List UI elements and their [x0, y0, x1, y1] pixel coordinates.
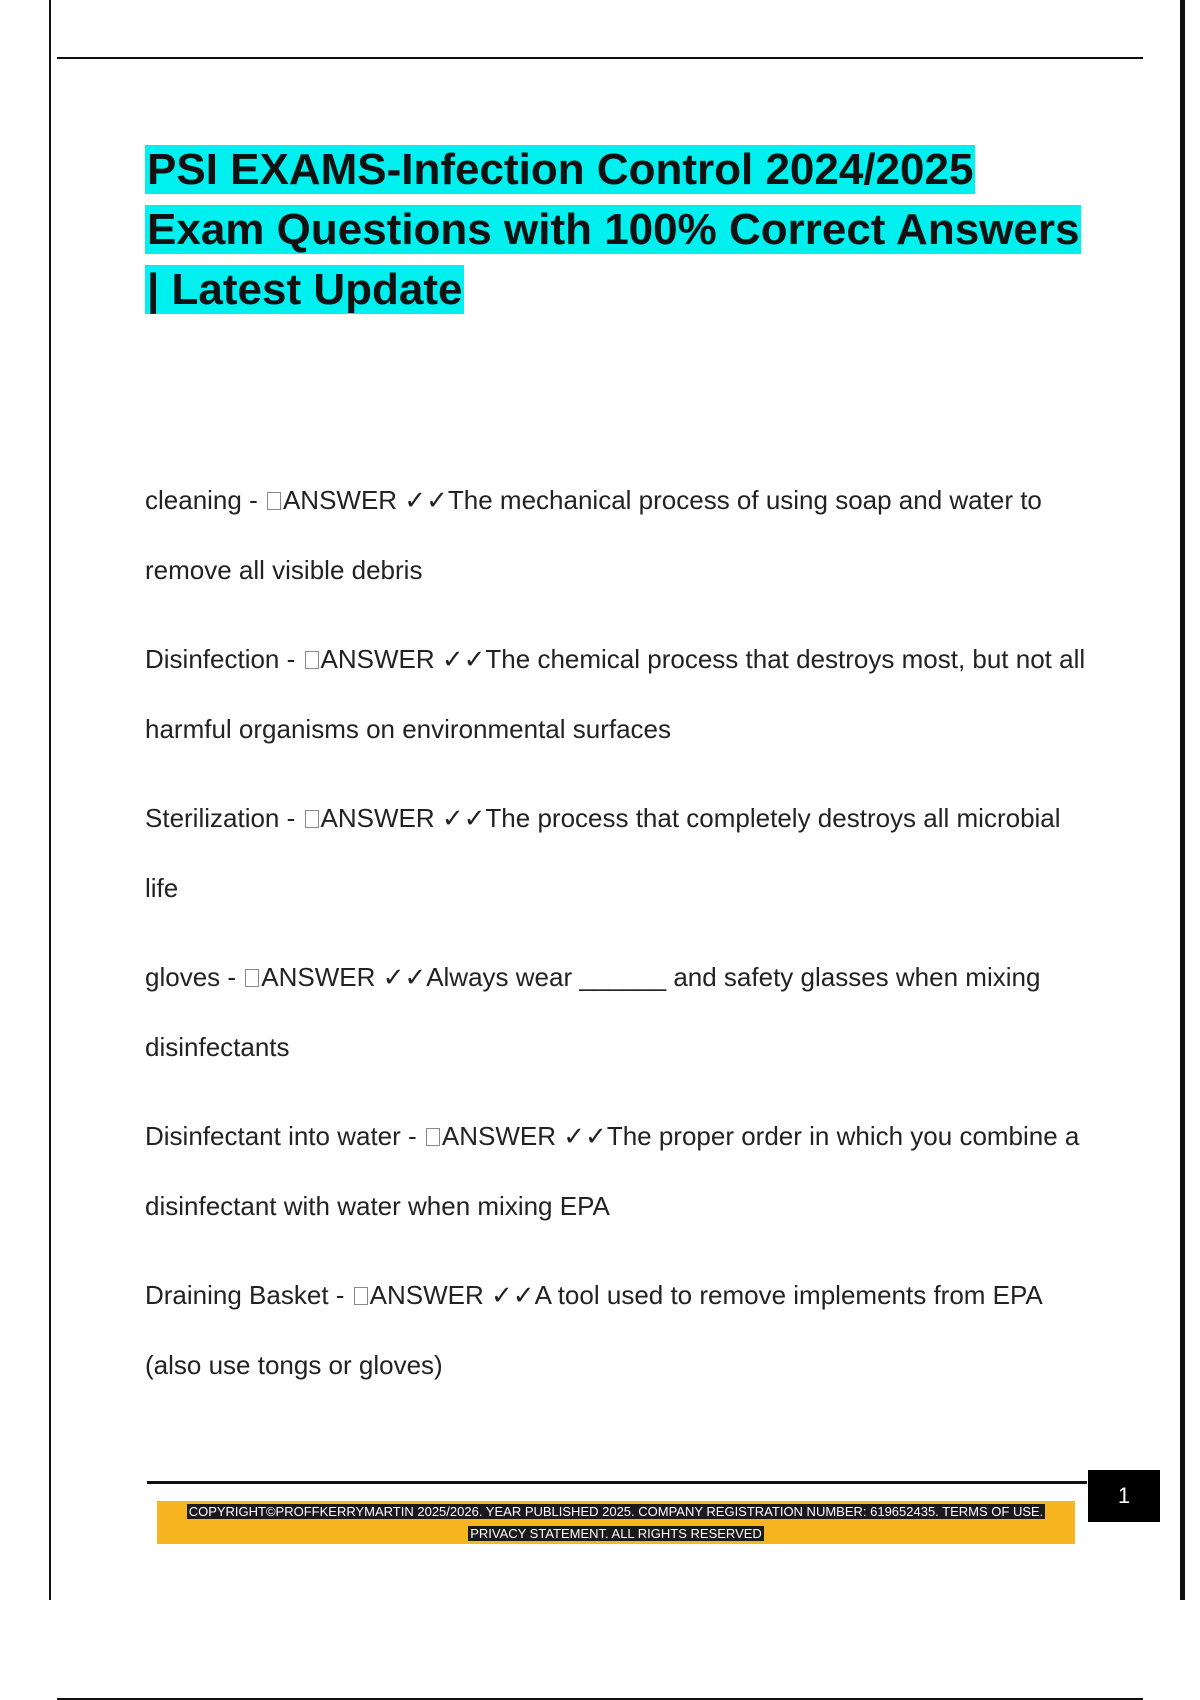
page-number: 1: [1088, 1470, 1160, 1522]
qa-item: [145, 1260, 1095, 1400]
page-border-left: [49, 0, 51, 1600]
qa-term: Sterilization -: [145, 803, 303, 833]
document-title: [145, 140, 1085, 320]
footer-copyright-text: COPYRIGHT©PROFFKERRYMARTIN 2025/2026. YEAR PUBLISHED 2025. COMPANY REGISTRATION NUMBER: 619652435. TERMS OF USE. PRIVACY STATEMENT. ALL RIGHTS RESERVED: [188, 1504, 1044, 1541]
footer-rule: [147, 1481, 1087, 1484]
qa-answer-label: ANSWER ✓✓: [282, 485, 448, 515]
qa-answer-label: ANSWER ✓✓: [441, 1121, 607, 1151]
qa-answer-label: ANSWER ✓✓: [320, 644, 486, 674]
qa-list: [145, 465, 1095, 1419]
footer-copyright: [165, 1501, 1067, 1545]
qa-item: [145, 624, 1095, 764]
qa-answer-label: ANSWER ✓✓: [261, 962, 427, 992]
qa-definition: The process that completely destroys all microbial life: [145, 803, 1061, 903]
qa-definition: Always wear ______ and safety glasses when mixing disinfectants: [145, 962, 1041, 1062]
checkbox-icon: [426, 1128, 440, 1146]
header-rule: [57, 57, 1143, 59]
qa-term: gloves -: [145, 962, 244, 992]
qa-term: Draining Basket -: [145, 1280, 352, 1310]
qa-answer-label: ANSWER ✓✓: [320, 803, 486, 833]
page-border-right: [1180, 0, 1185, 1600]
checkbox-icon: [354, 1287, 368, 1305]
qa-definition: A tool used to remove implements from EPA (also use tongs or gloves): [145, 1280, 1042, 1380]
qa-item: [145, 783, 1095, 923]
qa-item: [145, 1101, 1095, 1241]
qa-item: [145, 465, 1095, 605]
qa-definition: The chemical process that destroys most, but not all harmful organisms on environmental surfaces: [145, 644, 1086, 744]
qa-term: cleaning -: [145, 485, 265, 515]
document-title-text: PSI EXAMS-Infection Control 2024/2025 Exam Questions with 100% Correct Answers | Latest Update: [147, 145, 1080, 314]
qa-term: Disinfection -: [145, 644, 303, 674]
checkbox-icon: [267, 492, 281, 510]
qa-item: [145, 942, 1095, 1082]
checkbox-icon: [305, 810, 319, 828]
qa-answer-label: ANSWER ✓✓: [369, 1280, 535, 1310]
checkbox-icon: [245, 969, 259, 987]
qa-term: Disinfectant into water -: [145, 1121, 424, 1151]
qa-definition: The mechanical process of using soap and water to remove all visible debris: [145, 485, 1042, 585]
checkbox-icon: [305, 651, 319, 669]
qa-definition: The proper order in which you combine a disinfectant with water when mixing EPA: [145, 1121, 1080, 1221]
